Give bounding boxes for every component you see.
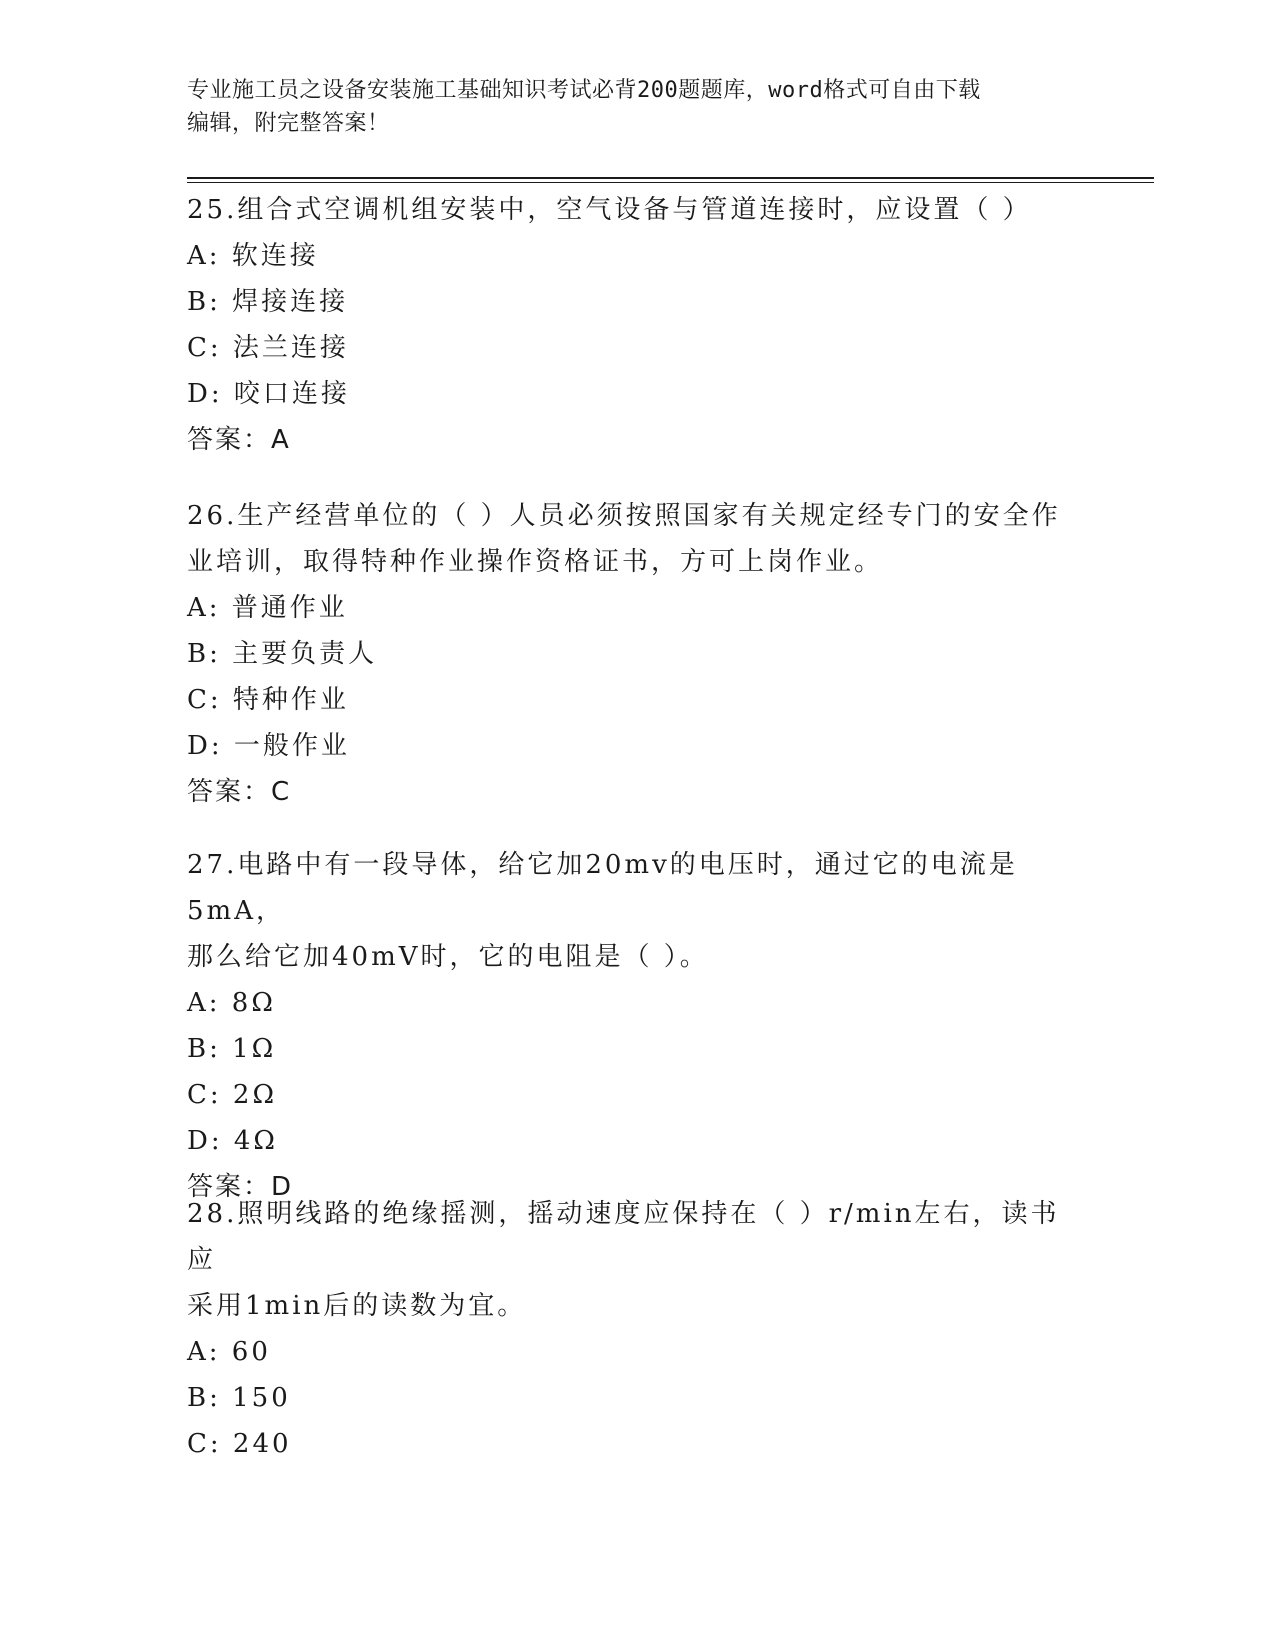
option-d: D: 咬口连接 [187, 379, 350, 409]
answer-line: 答案：C [187, 777, 292, 807]
question-stem-line: 27.电路中有一段导体，给它加20mv的电压时，通过它的电流是5mA， [187, 850, 1018, 926]
option-d: D: 4Ω [187, 1126, 278, 1156]
question-28 [187, 1191, 1087, 1467]
header-line-1: 专业施工员之设备安装施工基础知识考试必背200题题库，word格式可自由下载 [187, 78, 981, 103]
option-a: A: 60 [187, 1337, 271, 1367]
header-divider-thin [187, 182, 1154, 183]
question-stem-line: 业培训，取得特种作业操作资格证书，方可上岗作业。 [187, 547, 884, 577]
answer-line: 答案：D [187, 1172, 294, 1202]
option-c: C: 240 [187, 1429, 292, 1459]
option-a: A: 普通作业 [187, 593, 348, 623]
option-c: C: 法兰连接 [187, 333, 349, 363]
question-stem-line: 采用1min后的读数为宜。 [187, 1291, 527, 1321]
document-header [187, 74, 1087, 140]
option-d: D: 一般作业 [187, 731, 350, 761]
header-line-2: 编辑，附完整答案！ [187, 111, 390, 136]
question-26 [187, 493, 1087, 815]
option-c: C: 特种作业 [187, 685, 349, 715]
question-stem-line: 28.照明线路的绝缘摇测，摇动速度应保持在（ ）r/min左右，读书应 [187, 1199, 1060, 1275]
question-27 [187, 842, 1087, 1210]
option-b: B: 主要负责人 [187, 639, 378, 669]
question-stem-line: 26.生产经营单位的（ ）人员必须按照国家有关规定经专门的安全作 [187, 501, 1061, 531]
header-divider-thick [187, 177, 1154, 179]
option-c: C: 2Ω [187, 1080, 278, 1110]
option-b: B: 150 [187, 1383, 291, 1413]
option-a: A: 8Ω [187, 988, 276, 1018]
answer-line: 答案：A [187, 425, 291, 455]
option-b: B: 1Ω [187, 1034, 277, 1064]
question-stem-line: 25.组合式空调机组安装中，空气设备与管道连接时，应设置（ ） [187, 195, 1032, 225]
question-25 [187, 187, 1087, 463]
option-a: A: 软连接 [187, 241, 319, 271]
option-b: B: 焊接连接 [187, 287, 349, 317]
question-stem-line: 那么给它加40mV时，它的电阻是（ ）。 [187, 942, 709, 972]
